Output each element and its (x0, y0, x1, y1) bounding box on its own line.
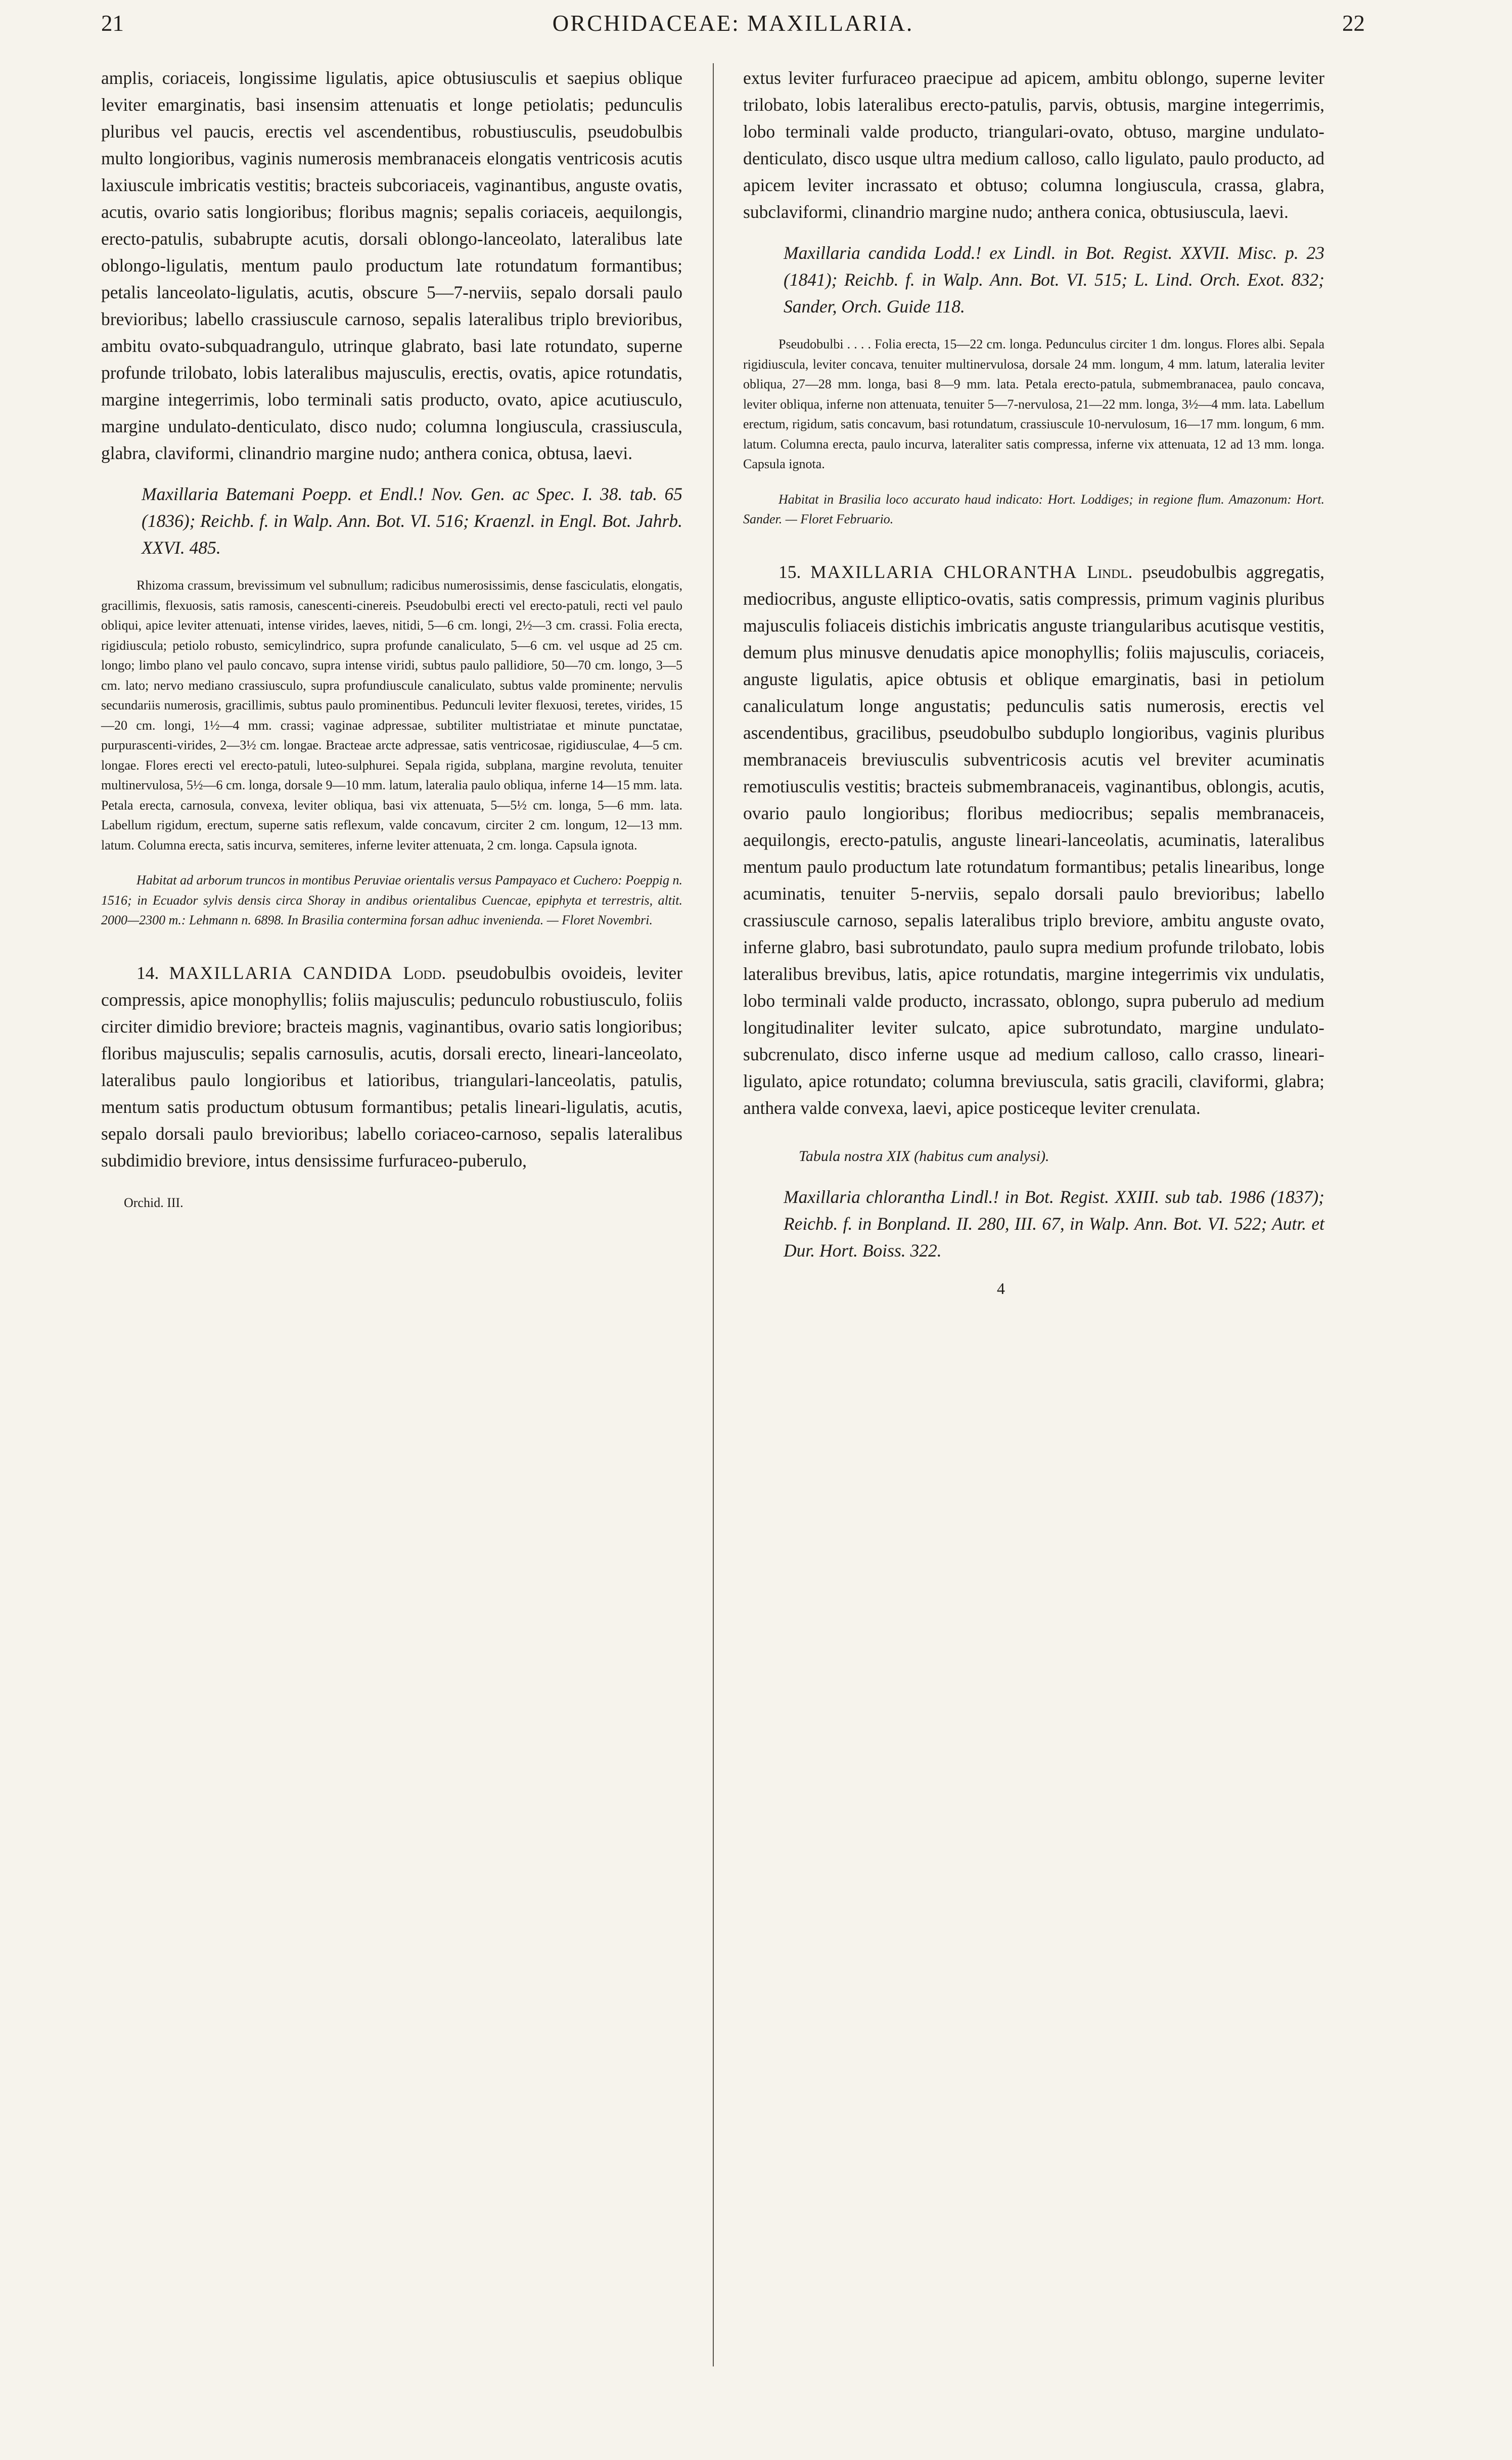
column-divider (713, 63, 714, 2366)
measurements-candida: Pseudobulbi . . . . Folia erecta, 15—22 cm. longa. Pedunculus circiter 1 dm. longus. Flores albi. Sepala rigidiuscula, leviter concava, tenuiter multinervulosa, dorsale 24 mm. longum, 4 mm. latum, lateralia leviter obliqua, 27—28 mm. longa, basi 8—9 mm. lata. Petala erecto-patula, submembranacea, paulo concava, leviter obliqua, inferne non attenuata, tenuiter 5—7-nervulosa, 21—22 mm. longa, 3½—4 mm. lata. Labellum erectum, rigidum, satis concavum, basi rotundatum, crassiuscule 10-nervulosum, 16—17 mm. longum, 6 mm. latum. Columna erecta, paulo incurva, lateraliter satis compressa, inferne vix attenuata, 12 ad 13 mm. longa. Capsula ignota. (743, 337, 1324, 471)
description-continued-right: extus leviter furfuraceo praecipue ad apicem, ambitu oblongo, superne leviter trilobato, lobis lateralibus erecto-patulis, parvis, obtusis, margine integerrimis, lobo terminali valde producto, triangulari-ovato, obtuso, margine undulato-denticulato, disco usque ultra medium calloso, callo ligulato, paulo producto, ad apicem leviter incrassato et obtuso; columna longiuscula, crassa, glabra, subclaviformi, clinandrio margine nudo; anthera conica, obtusiuscula, laevi. (743, 68, 1324, 222)
habitat-batemani: Habitat ad arborum truncos in montibus Peruviae orientalis versus Pampayaco et Cuchero: Poeppig n. 1516; in Ecuador sylvis densis circa Shoray in andibus orientalibus Cuencae, epiphyta et terrestris, altit. 2000—2300 m.: Lehmann n. 6898. In Brasilia contermina forsan adhuc invenienda. — Floret Novembri. (101, 873, 682, 927)
citation-candida: Maxillaria candida Lodd.! ex Lindl. in Bot. Regist. XXVII. Misc. p. 23 (1841); Reichb. f. in Walp. Ann. Bot. VI. 515; L. Lind. Orch. Exot. 832; Sander, Orch. Guide 118. (784, 243, 1324, 317)
signature-line: Orchid. III. (124, 1195, 184, 1210)
species-15-number: 15. (778, 561, 801, 582)
running-title: ORCHIDACEAE: MAXILLARIA. (552, 11, 914, 36)
species-15-description: pseudobulbis aggregatis, mediocribus, anguste elliptico-ovatis, satis compressis, primum vaginis pluribus majusculis foliaceis distichis imbricatis anguste triangularibus acutisque vestitis, demum plus minusve denudatis apice monophyllis; foliis majusculis, coriaceis, anguste ligulatis, apice obtusis et oblique emarginatis, basi in petiolum canaliculatum longe angustatis; pedunculis satis numerosis, erectis vel ascendentibus, gracilibus, pseudobulbo subduplo longioribus, vaginis pluribus membranaceis breviusculis subventricosis acutis vel breviter acuminatis remotiusculis vestitis; bracteis submembranaceis, vaginantibus, oblongis, acutis, ovario paulo longioribus; floribus mediocribus; sepalis membranaceis, aequilongis, erecto-patulis, anguste lineari-lanceolatis, acuminatis, lateralibus mentum paulo productum late rotundatum formantibus; petalis linearibus, longe acuminatis, tenuiter 5-nerviis, sepalo dorsali paulo brevioribus; labello crassiuscule carnoso, sepalis lateralibus triplo breviore, ambitu anguste ovato, inferne glabro, basi subrotundato, paulo supra medium profunde trilobato, lobis lateralibus brevibus, latis, apice rotundatis, margine integerrimis vix undulatis, lobo terminali valde producto, incrassato, oblongo, supra puberulo ad medium longitudinaliter leviter sulcato, apice subrotundato, margine undulato-subcrenulato, disco inferne usque ad medium calloso, callo crasso, lineari-ligulato, apice rotundato; columna breviuscula, satis gracili, claviformi, glabra; anthera valde convexa, laevi, apice posticeque leviter crenulata. (743, 561, 1324, 1118)
citation-batemani: Maxillaria Batemani Poepp. et Endl.! Nov. Gen. ac Spec. I. 38. tab. 65 (1836); Reichb. f. in Walp. Ann. Bot. VI. 516; Kraenzl. in Engl. Bot. Jahrb. XXVI. 485. (142, 484, 682, 558)
species-14-author: Lodd. (403, 962, 446, 983)
page-header (101, 0, 1365, 61)
page-number-left: 21 (101, 11, 124, 36)
species-14-description: pseudobulbis ovoideis, leviter compressis, apice monophyllis; foliis majusculis; pedunculo robustiusculo, foliis circiter dimidio breviore; bracteis magnis, vaginantibus, ovario satis longioribus; floribus majusculis; sepalis carnosulis, acutis, dorsali erecto, lineari-lanceolato, lateralibus paulo longioribus et latioribus, triangulari-lanceolatis, patulis, mentum satis productum obtusum formantibus; petalis lineari-ligulatis, acutis, sepalo dorsali paulo brevioribus; labello coriaceo-carnoso, sepalis lateralibus subdimidio breviore, intus densissime furfuraceo-puberulo, (101, 962, 683, 1171)
species-14-name: MAXILLARIA CANDIDA (169, 962, 393, 983)
description-continued: amplis, coriaceis, longissime ligulatis, apice obtusiusculis et saepius oblique leviter emarginatis, basi insensim attenuatis et longe petiolatis; pedunculis pluribus vel paucis, erectis vel ascendentibus, robustiusculis, pseudobulbis multo longioribus, vaginis numerosis membranaceis elongatis ventricosis acutis laxiuscule imbricatis vestitis; bracteis subcoriaceis, vaginantibus, anguste ovatis, acutis, ovario satis longioribus; floribus magnis; sepalis coriaceis, aequilongis, erecto-patulis, subabrupte acutis, dorsali oblongo-lanceolato, lateralibus late oblongo-ligulatis, mentum paulo productum late rotundatum formantibus; petalis lanceolato-ligulatis, acutis, obscure 5—7-nerviis, sepalo dorsali paulo brevioribus; labello crassiuscule carnoso, sepalis lateralibus triplo brevioribus, ambitu ovato-subquadrangulo, utrinque glabrato, basi late rotundato, superne profunde trilobato, lobis lateralibus majusculis, erectis, ovatis, apice rotundatis, margine integerrimis, lobo terminali satis producto, ovato, apice acutiusculo, margine undulato-denticulato, disco nudo; columna longiuscula, crassiuscula, glabra, claviformi, clinandrio margine nudo; anthera conica, obtusa, laevi. (101, 68, 682, 463)
species-15-author: Lindl. (1087, 561, 1133, 582)
species-14-number: 14. (136, 962, 159, 983)
measurements-batemani: Rhizoma crassum, brevissimum vel subnullum; radicibus numerosissimis, dense fasciculatis, elongatis, gracillimis, flexuosis, satis ramosis, canescenti-cinereis. Pseudobulbi erecti vel erecto-patuli, recti vel paulo obliqui, apice leviter attenuati, intense virides, laeves, nitidi, 5—6 cm. longi, 2½—3 cm. crassi. Folia erecta, rigidiuscula; petiolo robusto, semicylindrico, supra profunde canaliculato, 5—6 cm. vel usque ad 25 cm. longo; limbo plano vel paulo concavo, supra intense viridi, subtus paulo pallidiore, 50—70 cm. longo, 3—5 cm. lato; nervo mediano crassiusculo, supra profundiuscule canaliculato, subtus valde prominente; nervulis secundariis numerosis, gracillimis, subtus paulo prominentibus. Pedunculi leviter flexuosi, teretes, virides, 15—20 cm. longi, 1½—4 mm. crassi; vaginae adpressae, subtiliter multistriatae et minute punctatae, purpurascenti-virides, 2—3½ cm. longae. Bracteae arcte adpressae, satis ventricosae, rigidiusculae, 4—5 cm. longae. Flores erecti vel erecto-patuli, luteo-sulphurei. Sepala rigida, subplana, margine revoluta, tenuiter multinervulosa, 5½—6 cm. longa, dorsale 9—10 mm. latum, lateralia paulo obliqua, inferne 14—15 mm. lata. Petala erecta, carnosula, convexa, leviter obliqua, basi vix attenuata, 5—5½ cm. longa, 5—6 mm. lata. Labellum rigidum, erectum, superne satis reflexum, valde concavum, circiter 2 cm. longum, 12—13 mm. latum. Columna erecta, satis incurva, semiteres, inferne leviter attenuata, 2 cm. longa. Capsula ignota. (101, 578, 682, 853)
plate-caption: Tabula nostra XIX (habitus cum analysi). (799, 1147, 1049, 1165)
species-15-name: MAXILLARIA CHLORANTHA (810, 561, 1078, 582)
left-column (101, 65, 682, 2381)
species-14-entry (101, 960, 682, 1174)
page-number-right: 22 (1342, 11, 1365, 36)
right-column (743, 65, 1324, 2381)
species-15-entry (743, 559, 1324, 1122)
signature-number: 4 (997, 1279, 1005, 1298)
citation-chlorantha: Maxillaria chlorantha Lindl.! in Bot. Regist. XXIII. sub tab. 1986 (1837); Reichb. f. in Bonpland. II. 280, III. 67, in Walp. Ann. Bot. VI. 522; Autr. et Dur. Hort. Boiss. 322. (784, 1186, 1324, 1261)
habitat-candida: Habitat in Brasilia loco accurato haud indicato: Hort. Loddiges; in regione flum. Amazonum: Hort. Sander. — Floret Februario. (743, 491, 1324, 526)
